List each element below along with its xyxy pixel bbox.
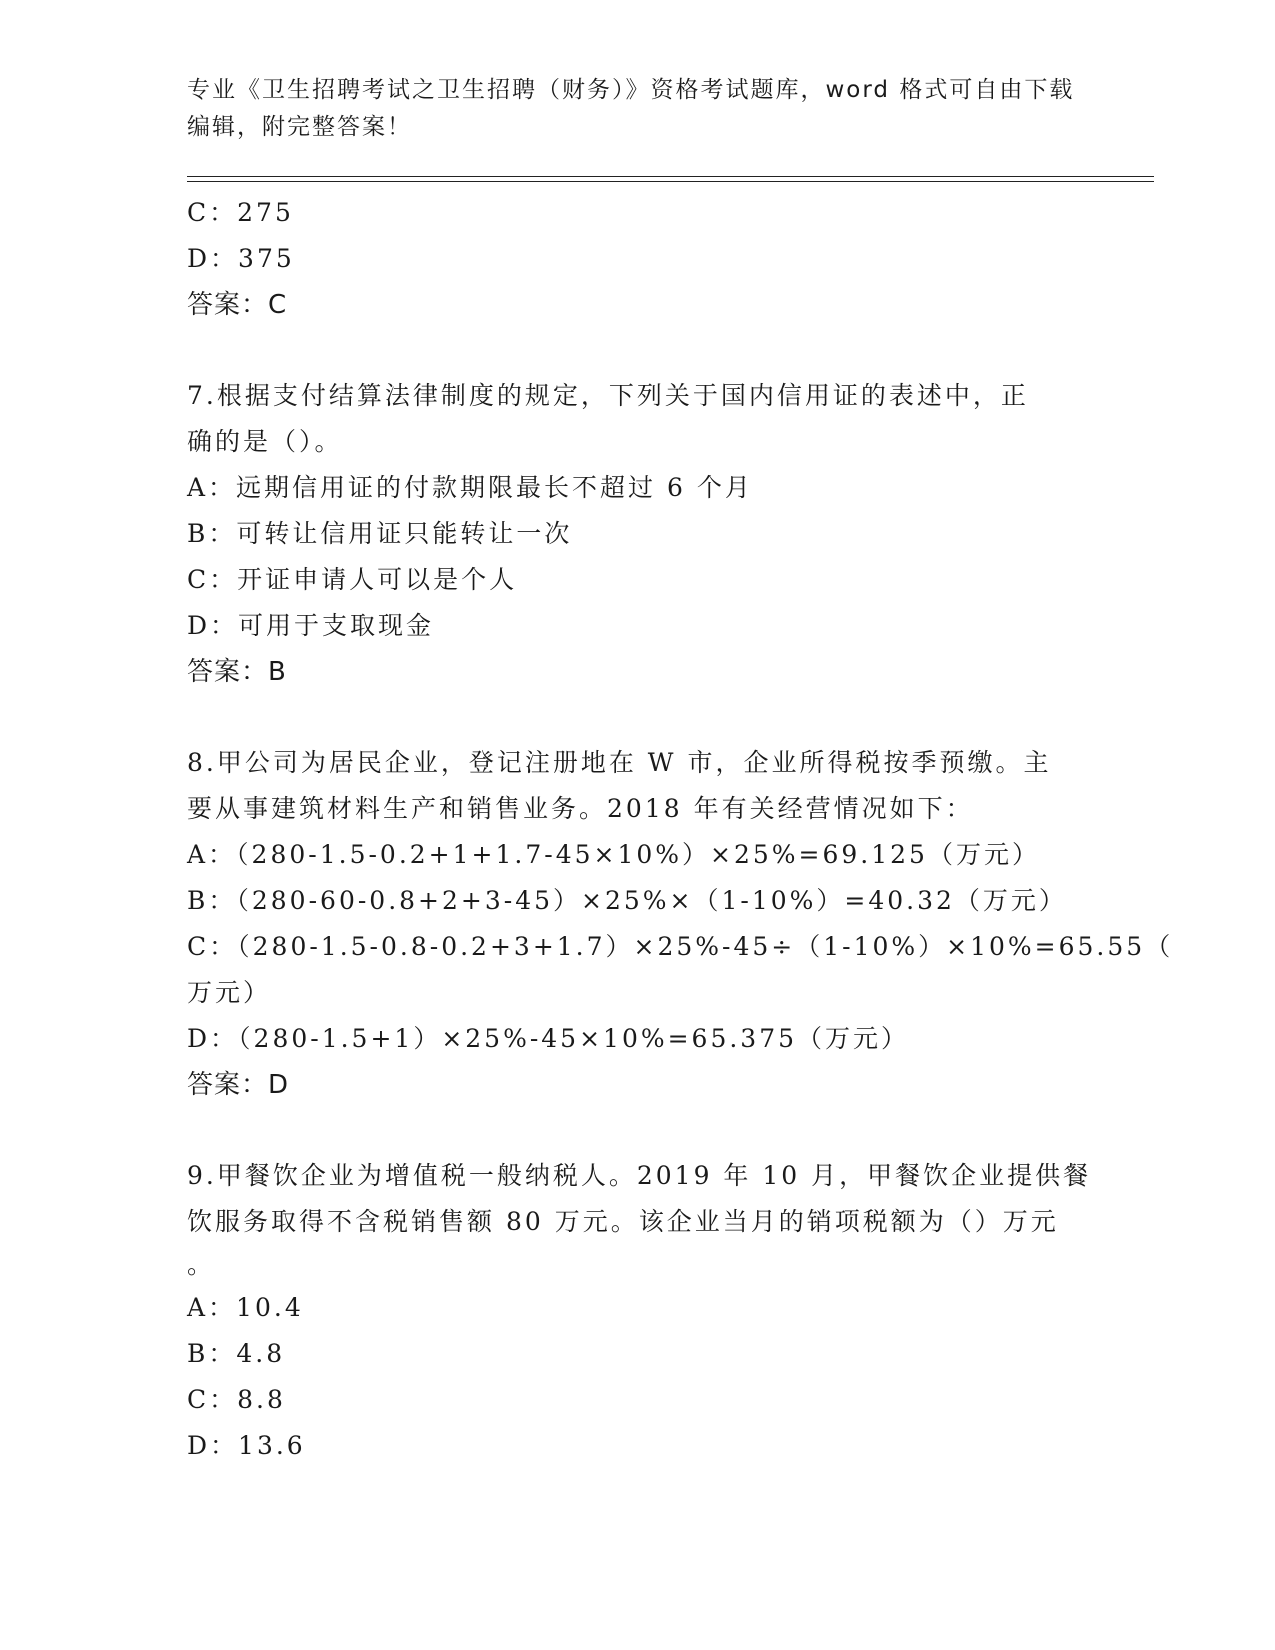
- q9-option-d: D：13.6: [187, 1431, 306, 1460]
- q9-stem-line-1: 9.甲餐饮企业为增值税一般纳税人。2019 年 10 月，甲餐饮企业提供餐: [187, 1161, 1092, 1190]
- q9-option-a: A：10.4: [187, 1293, 304, 1322]
- q9-stem-line-2: 饮服务取得不含税销售额 80 万元。该企业当月的销项税额为（）万元: [187, 1207, 1059, 1236]
- q8-option-c-line-2: 万元）: [187, 978, 272, 1007]
- q7-stem-line-1: 7.根据支付结算法律制度的规定，下列关于国内信用证的表述中，正: [187, 381, 1029, 410]
- header-line-2: 编辑，附完整答案！: [187, 114, 412, 140]
- header-divider-bottom: [187, 181, 1154, 182]
- q7-option-b: B：可转让信用证只能转让一次: [187, 519, 573, 548]
- q9-stem-line-3: 。: [187, 1250, 216, 1279]
- q8-answer: 答案：D: [187, 1070, 290, 1100]
- q8-stem-line-1: 8.甲公司为居民企业，登记注册地在 W 市，企业所得税按季预缴。主: [187, 748, 1052, 777]
- q7-option-d: D：可用于支取现金: [187, 611, 435, 640]
- header-divider-top: [187, 176, 1154, 177]
- document-header: [187, 72, 1087, 146]
- q8-option-a: A：（280-1.5-0.2+1+1.7-45×10%）×25%=69.125（万元）: [187, 840, 1040, 869]
- question-content: [187, 190, 1174, 1469]
- q6-option-c: C：275: [187, 198, 294, 227]
- q7-option-a: A：远期信用证的付款期限最长不超过 6 个月: [187, 473, 753, 502]
- q8-option-d: D：（280-1.5+1）×25%-45×10%=65.375（万元）: [187, 1024, 910, 1053]
- q9-option-c: C：8.8: [187, 1385, 286, 1414]
- q6-answer: 答案：C: [187, 290, 288, 320]
- header-line-1: 专业《卫生招聘考试之卫生招聘（财务）》资格考试题库，word 格式可自由下载: [187, 77, 1075, 103]
- q7-stem-line-2: 确的是（）。: [187, 427, 343, 456]
- q9-option-b: B：4.8: [187, 1339, 286, 1368]
- q7-answer: 答案：B: [187, 657, 287, 687]
- q8-stem-line-2: 要从事建筑材料生产和销售业务。2018 年有关经营情况如下：: [187, 794, 974, 823]
- q8-option-c-line-1: C：（280-1.5-0.8-0.2+3+1.7）×25%-45÷（1-10%）×10%=65.55（: [187, 932, 1174, 961]
- q7-option-c: C：开证申请人可以是个人: [187, 565, 518, 594]
- q8-option-b: B：（280-60-0.8+2+3-45）×25%×（1-10%）=40.32（万元）: [187, 886, 1067, 915]
- q6-option-d: D：375: [187, 244, 295, 273]
